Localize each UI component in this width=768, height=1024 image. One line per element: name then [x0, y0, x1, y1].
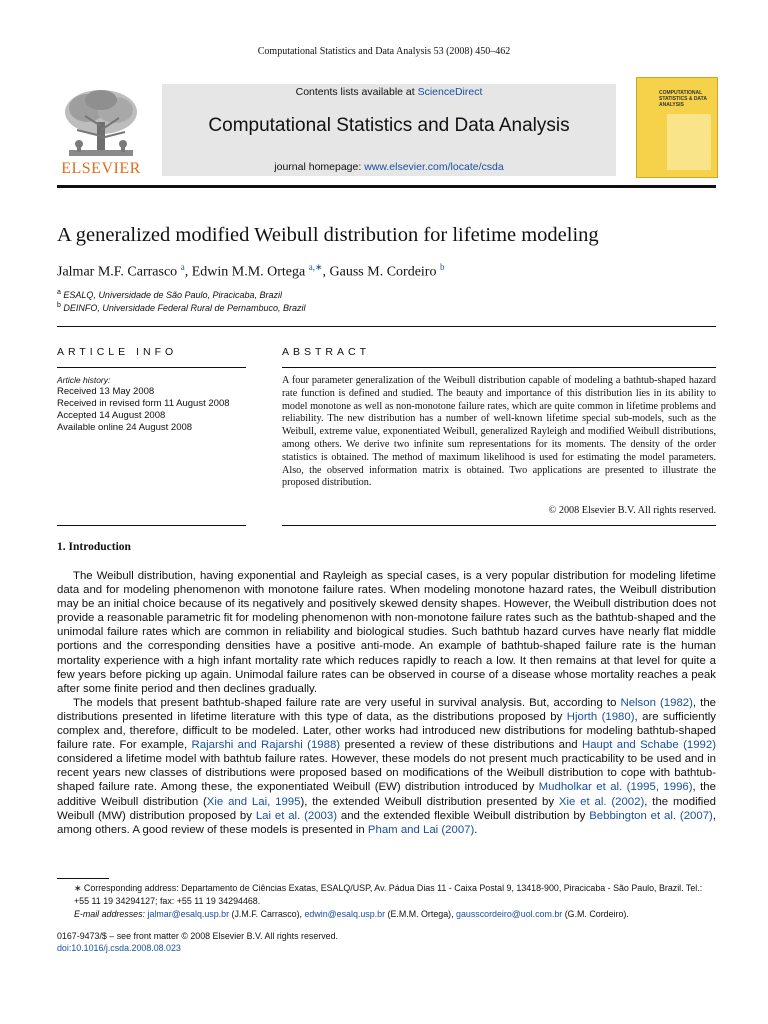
article-info-rule — [57, 525, 246, 526]
email-owner: (G.M. Cordeiro). — [562, 908, 629, 919]
header-rule — [57, 185, 716, 188]
paragraph-text: , among others. A good review of these models is presented in — [57, 809, 717, 836]
affiliation-mark: a — [57, 289, 61, 296]
abstract-text: A four parameter generalization of the Weibull distribution capable of modeling a bathtub-shaped hazard rate function is defined and studied. The beauty and importance of this distribution lies in its ability to model monotone as well as non-monotone failure rates, which are quite common in lifetime problems and reliability. The new distribution has a number of well-known lifetime special sub-models, such as the Weibull, extreme value, exponentiated Weibull, generalized Rayleigh and modified Weibull distributions, among others. We derive two infinite sum representations for its moments. The density of the order statistics is obtained. The method of maximum likelihood is used for estimating the model parameters. Also, the observed information matrix is obtained. Two applications are presented to illustrate the proposed distribution. — [282, 375, 716, 489]
citation-link[interactable]: Pham and Lai (2007) — [367, 823, 475, 836]
paragraph-text: The models that present bathtub-shaped failure rate are very useful in survival analysis. But, according to — [73, 696, 621, 709]
homepage-line — [162, 161, 616, 173]
abstract-rule — [282, 525, 716, 526]
history-item: Available online 24 August 2008 — [57, 422, 193, 433]
citation-link[interactable]: Bebbington et al. (2007) — [589, 809, 713, 822]
journal-reference: Computational Statistics and Data Analysis 53 (2008) 450–462 — [257, 46, 511, 57]
paragraph-text: and the extended flexible Weibull distribution by — [337, 809, 590, 822]
cover-title: COMPUTATIONAL STATISTICS & DATA ANALYSIS — [659, 90, 707, 108]
abstract-heading: ABSTRACT — [282, 346, 371, 358]
journal-cover-image — [636, 77, 718, 178]
paragraph: The Weibull distribution, having exponential and Rayleigh as special cases, is a very popular distribution for modeling lifetime data and for modeling phenomenon with monotone failure rates. When modeling monotone hazard rates, the Weibull distribution may be an initial choice because of its negatively and positively skewed density shapes. However, the Weibull distribution does not provide a reasonable parametric fit for modeling phenomenon with non-monotone failure rates such as the bathtub-shaped and the unimodal failure rates which are common in reliability and biological studies. Such bathtub hazard curves have nearly flat middle portions and the corresponding densities have a positive anti-mode. An example of bathtub-shaped failure rate is the human mortality experience with a high infant mortality rate which reduces rapidly to reach a low. It then remains at that level for quite a few years before picking up again. Unimodal failure rates can be observed in course of a disease whose mortality reaches a peak after some finite period and then declines gradually. — [57, 570, 716, 695]
affiliation-text: ESALQ, Universidade de São Paulo, Piracicaba, Brazil — [63, 290, 283, 300]
doi-link — [57, 943, 181, 953]
history-item: Received 13 May 2008 — [57, 386, 155, 397]
email-owner: (J.M.F. Carrasco), — [229, 908, 305, 919]
paragraph-text: , the distributions presented in lifetime literature with this type of data, as the distributions proposed by — [57, 696, 716, 723]
journal-homepage-link[interactable]: www.elsevier.com/locate/csda — [364, 161, 504, 173]
affiliation-text: DEINFO, Universidade Federal Rural de Pernambuco, Brazil — [63, 303, 306, 313]
affiliation — [57, 289, 282, 300]
journal-title: Computational Statistics and Data Analysis — [208, 115, 570, 136]
paragraph-text: ), the extended Weibull distribution presented by — [300, 795, 559, 808]
email-link[interactable]: gausscordeiro@uol.com.br — [456, 908, 563, 919]
footnote — [57, 882, 716, 920]
history-label: Article history: — [57, 375, 111, 385]
corresponding-address — [57, 882, 716, 908]
email-owner: (E.M.M. Ortega), — [385, 908, 457, 919]
contents-line — [162, 86, 616, 98]
email-link[interactable]: edwin@esalq.usp.br — [304, 908, 386, 919]
author-name: Gauss M. Cordeiro — [329, 264, 437, 280]
citation-link[interactable]: Rajarshi and Rajarshi (1988) — [191, 739, 341, 752]
corresponding-text: Corresponding address: Departamento de Ciências Exatas, ESALQ/USP, Av. Pádua Dias 11 - Caixa Postal 9, 13418-900, Piracicaba - São Paulo, Brazil. Tel.: +55 11 19 34294127; fax: +55 11 19 34294468. — [74, 883, 703, 906]
paragraph-text: , the modified Weibull (MW) distribution proposed by — [57, 795, 716, 822]
article-info-heading: ARTICLE INFO — [57, 346, 178, 358]
email-link[interactable]: jalmar@esalq.usp.br — [147, 908, 230, 919]
affiliation-mark: b — [57, 302, 61, 309]
abstract-rule — [282, 367, 716, 368]
citation-link[interactable]: Nelson (1982) — [620, 696, 693, 709]
article-info-rule — [57, 367, 246, 368]
citation-link[interactable]: Haupt and Schabe (1992) — [581, 739, 716, 752]
paper-title: A generalized modified Weibull distribution for lifetime modeling — [57, 224, 599, 246]
author-affiliation-mark[interactable]: a — [180, 262, 185, 272]
author-affiliation-mark[interactable]: b — [439, 262, 445, 272]
citation-link[interactable]: Hjorth (1980) — [566, 710, 635, 723]
email-addresses — [57, 908, 716, 921]
sciencedirect-link[interactable]: ScienceDirect — [417, 86, 483, 98]
paragraph-text: . — [474, 823, 478, 836]
footnote-mark: ∗ — [74, 883, 82, 893]
email-label: E-mail addresses: — [74, 908, 146, 919]
section-heading: 1. Introduction — [57, 541, 131, 553]
paragraph-text: presented a review of these distributions and — [340, 739, 582, 752]
author-affiliation-mark[interactable]: a,∗ — [308, 262, 323, 272]
paragraph-text: , the additive Weibull distribution ( — [57, 781, 716, 808]
affiliation — [57, 302, 306, 313]
copyright-notice: © 2008 Elsevier B.V. All rights reserved. — [548, 505, 716, 516]
section-rule — [57, 326, 716, 327]
paragraph-text: considered a lifetime model with bathtub failure rates. However, these models do not present much practicability to be used and in recent years new classes of distributions were proposed based on modifications of the Weibull distribution to cope with bathtub-shaped failure rate. Among these, the exponentiated Weibull (EW) distribution introduced by — [57, 753, 716, 794]
elsevier-wordmark: ELSEVIER — [61, 160, 141, 177]
contents-prefix: Contents lists available at — [295, 86, 418, 98]
paragraph — [57, 696, 716, 837]
homepage-prefix: journal homepage: — [274, 161, 365, 173]
footnote-rule — [57, 878, 109, 879]
issn-front-matter: 0167-9473/$ – see front matter © 2008 Elsevier B.V. All rights reserved. — [57, 931, 338, 941]
citation-link[interactable]: Xie and Lai, 1995 — [206, 795, 301, 808]
author-list: Jalmar M.F. Carrasco $^a$, Edwin M.M. Ortega $^{a,∗}$, Gauss M. Cordeiro $^b$ — [57, 262, 445, 280]
body-text — [57, 569, 716, 837]
author-name: Jalmar M.F. Carrasco — [57, 264, 178, 280]
doi-link-text[interactable]: doi:10.1016/j.csda.2008.08.023 — [57, 943, 181, 953]
history-item: Accepted 14 August 2008 — [57, 410, 166, 421]
citation-link[interactable]: Xie et al. (2002) — [558, 795, 645, 808]
author-name: Edwin M.M. Ortega — [191, 264, 306, 280]
cover-panel — [667, 114, 711, 170]
history-item: Received in revised form 11 August 2008 — [57, 398, 230, 409]
citation-link[interactable]: Lai et al. (2003) — [255, 809, 338, 822]
citation-link[interactable]: Mudholkar et al. (1995, 1996) — [538, 781, 693, 794]
paragraph-text: , are sufficiently complex and, therefore, difficult to be modeled. Later, other works had introduced new distributions for modeling bathtub-shaped failure rate. For example, — [57, 710, 716, 752]
